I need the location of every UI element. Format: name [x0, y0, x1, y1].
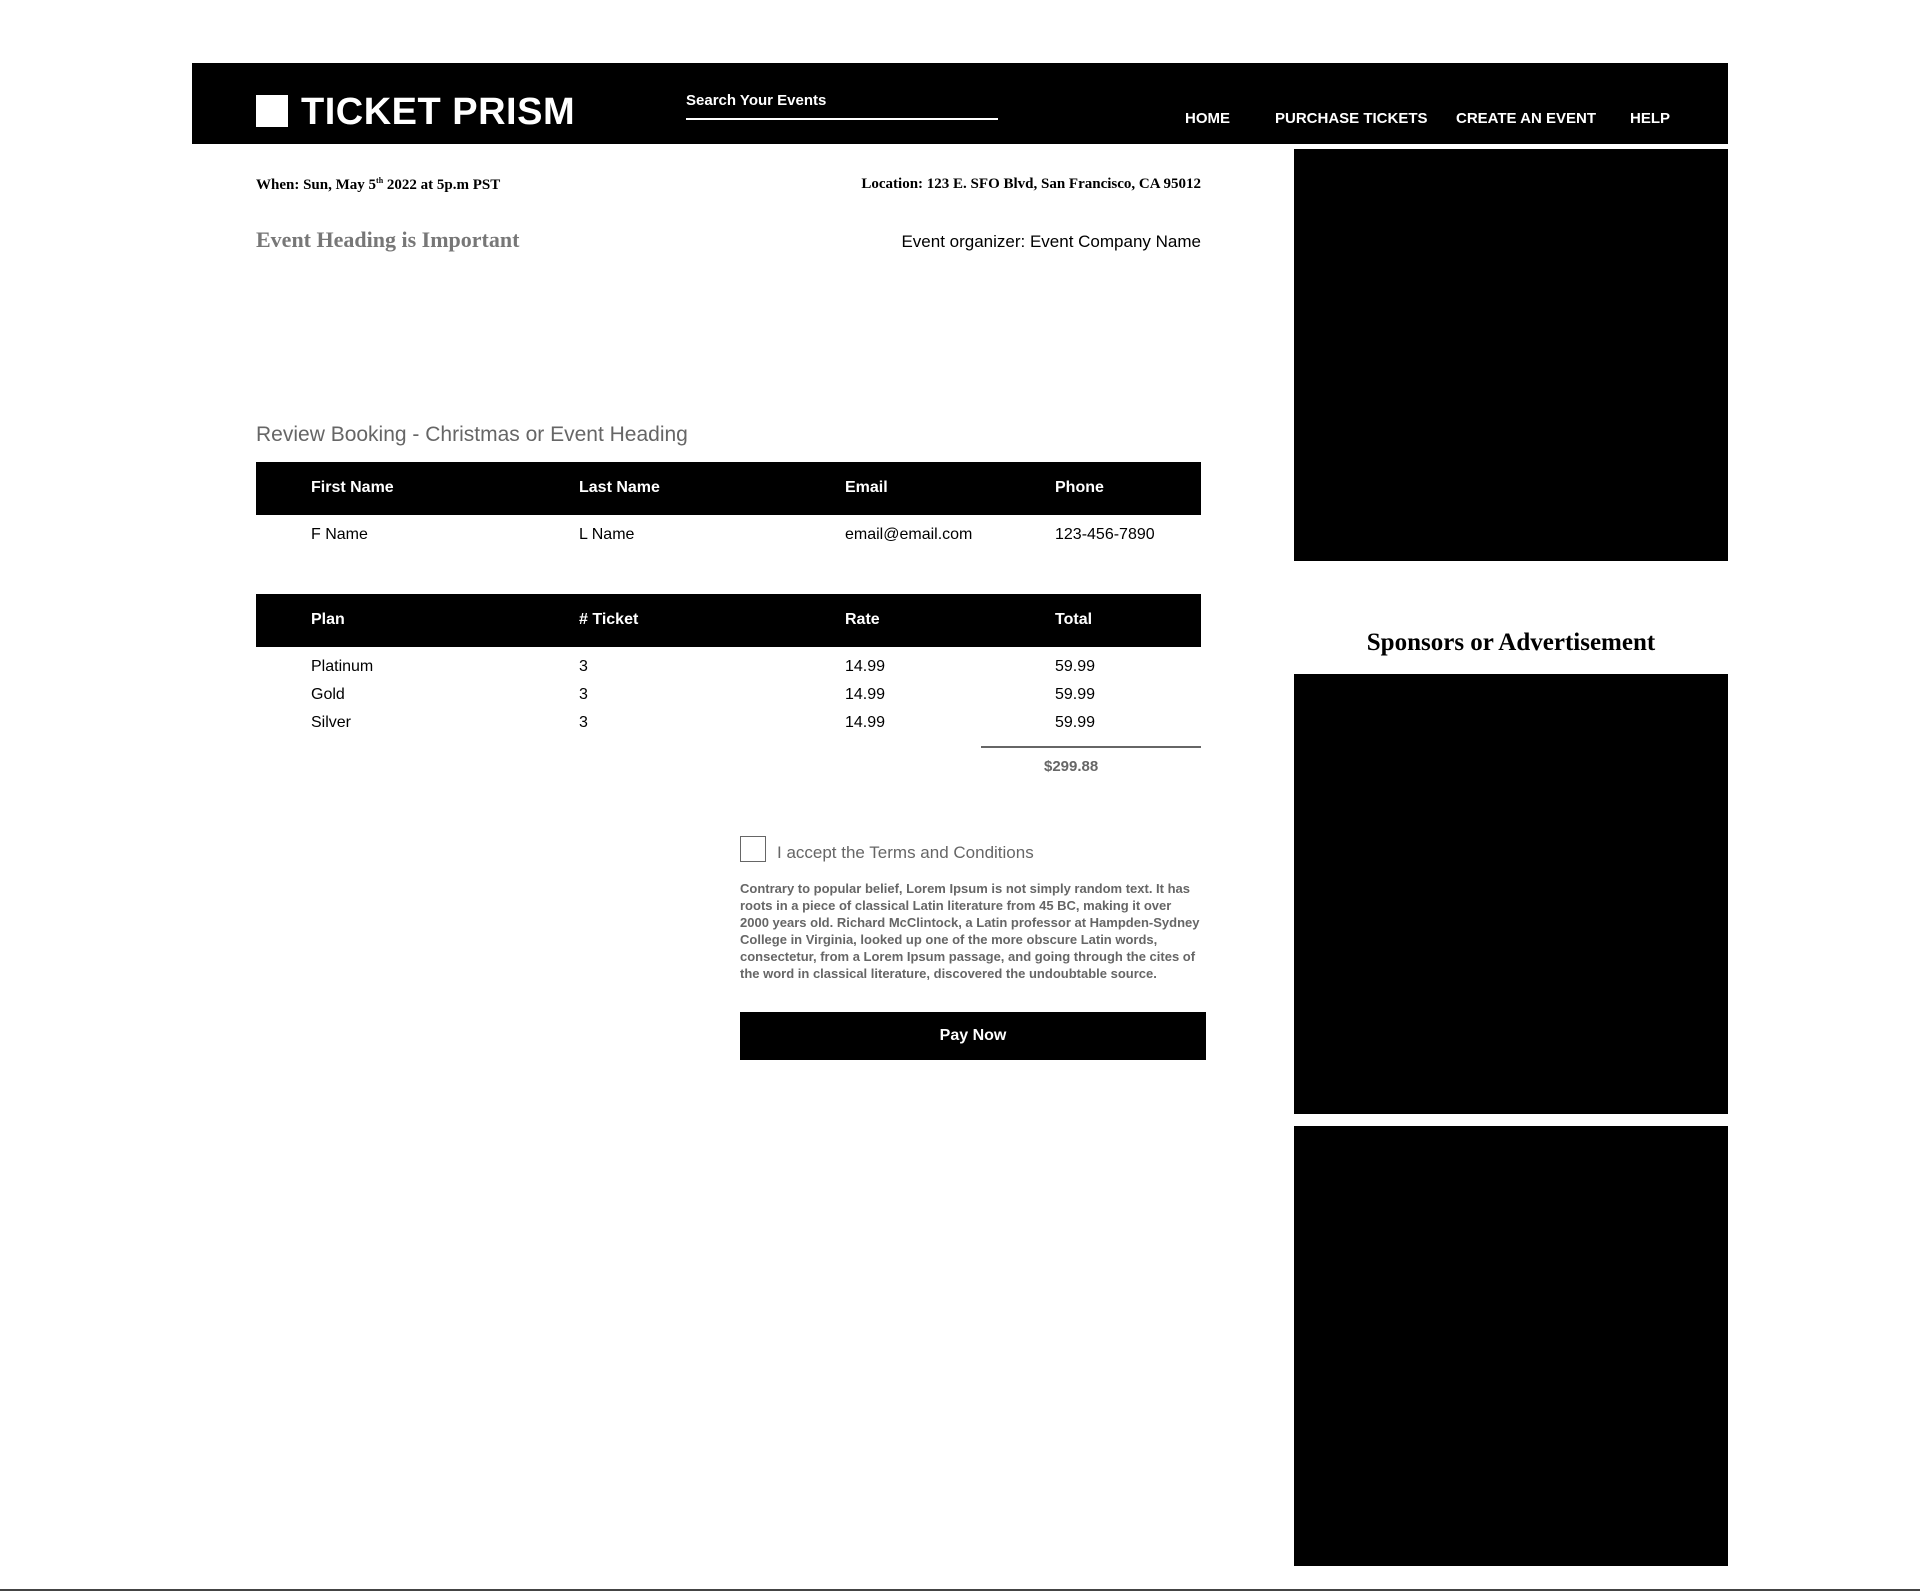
nav-help[interactable]: HELP [1630, 110, 1671, 127]
plan-row-rate: 14.99 [845, 714, 886, 731]
contact-first-name: F Name [311, 526, 368, 543]
search-bar [686, 86, 998, 120]
total-divider [981, 746, 1201, 748]
contact-email: email@email.com [845, 526, 973, 543]
event-location: Location: 123 E. SFO Blvd, San Francisco, CA 95012 [861, 176, 1201, 192]
nav-home[interactable]: HOME [1185, 110, 1230, 127]
nav-create-event[interactable]: CREATE AN EVENT [1456, 110, 1597, 127]
terms-label[interactable]: I accept the Terms and Conditions [777, 843, 1034, 862]
sponsors-heading: Sponsors or Advertisement [1366, 629, 1656, 656]
plan-row-rate: 14.99 [845, 686, 886, 703]
page-divider [0, 1589, 1920, 1591]
nav-purchase-tickets[interactable]: PURCHASE TICKETS [1275, 110, 1428, 127]
search-input[interactable] [686, 86, 998, 114]
plan-row-name: Gold [311, 686, 345, 703]
event-heading: Event Heading is Important [256, 227, 520, 252]
event-date [256, 176, 500, 194]
column-header-phone: Phone [1055, 479, 1104, 496]
terms-checkbox[interactable] [740, 836, 766, 862]
plan-row-total: 59.99 [1055, 686, 1096, 703]
advertisement-banner[interactable] [1294, 1126, 1728, 1566]
event-date-ordinal: th [376, 176, 384, 185]
terms-text: Contrary to popular belief, Lorem Ipsum is not simply random text. It has roots in a piece of classical Latin literature from 45 BC, making it over 2000 years old. Richard McClintock, a Latin professor at Hampden-Sydney College in Virginia, looked up one of the more obscure Latin words, consectetur, from a Lorem Ipsum passage, and going through the cites of the word in classical literature, discovered the undoubtable source. [740, 881, 1200, 981]
column-header-first-name: First Name [311, 479, 394, 496]
column-header-last-name: Last Name [579, 479, 660, 496]
column-header-rate: Rate [845, 611, 880, 628]
event-date-time: 2022 at 5p.m PST [383, 177, 501, 193]
plan-row-name: Platinum [311, 658, 374, 675]
advertisement-banner[interactable] [1294, 149, 1728, 561]
plan-row-tickets: 3 [579, 658, 588, 675]
plan-row-total: 59.99 [1055, 658, 1096, 675]
column-header-ticket-count: # Ticket [579, 611, 639, 628]
contact-last-name: L Name [579, 526, 635, 543]
column-header-total: Total [1055, 611, 1093, 628]
site-logo-text[interactable]: TICKET PRISM [301, 91, 576, 133]
plan-row-tickets: 3 [579, 686, 588, 703]
column-header-email: Email [845, 479, 888, 496]
advertisement-banner[interactable] [1294, 674, 1728, 1114]
review-booking-heading: Review Booking - Christmas or Event Heading [256, 423, 688, 446]
plan-row-total: 59.99 [1055, 714, 1096, 731]
plan-row-tickets: 3 [579, 714, 588, 731]
logo-icon [256, 95, 288, 127]
event-date-main: When: Sun, May 5 [256, 177, 377, 193]
contact-phone: 123-456-7890 [1055, 526, 1155, 543]
plan-row-name: Silver [311, 714, 352, 731]
column-header-plan: Plan [311, 611, 345, 628]
grand-total: $299.88 [1044, 758, 1099, 775]
pay-now-button[interactable]: Pay Now [740, 1012, 1206, 1060]
plan-row-rate: 14.99 [845, 658, 886, 675]
event-organizer: Event organizer: Event Company Name [901, 232, 1201, 251]
